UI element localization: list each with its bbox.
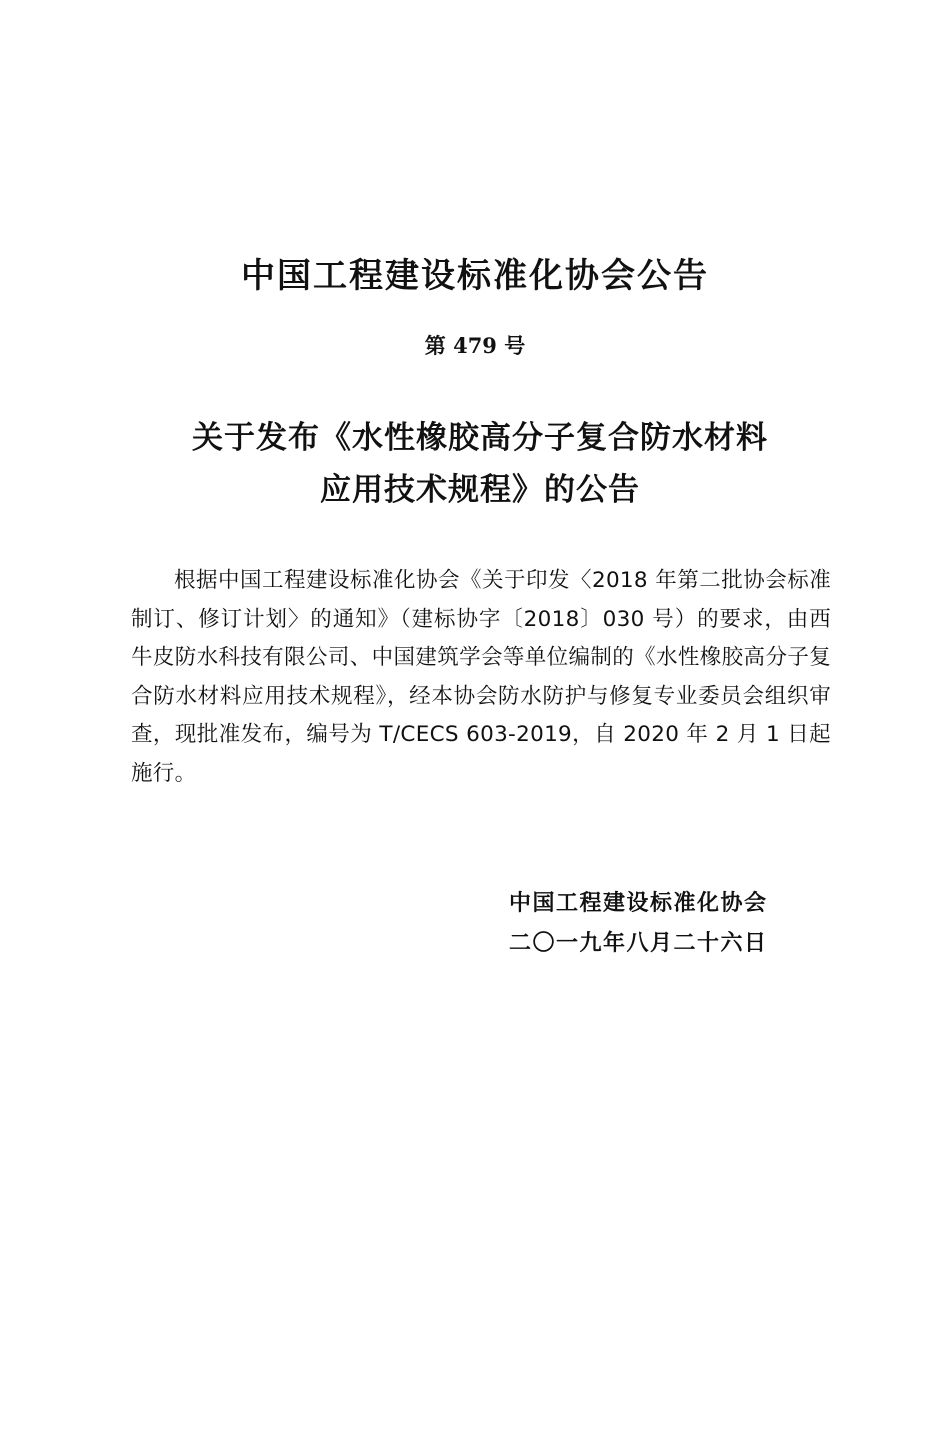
announcement-heading: 中国工程建设标准化协会公告 (241, 256, 709, 296)
subtitle-line-2: 应用技术规程》的公告 (320, 472, 640, 508)
signature-block (509, 884, 768, 964)
subtitle-line-1: 关于发布《水性橡胶高分子复合防水材料 (192, 420, 768, 456)
announcement-subtitle (0, 412, 950, 516)
announcement-number: 第 479 号 (424, 333, 526, 358)
signature-date: 二〇一九年八月二十六日 (509, 931, 768, 956)
announcement-body: 根据中国工程建设标准化协会《关于印发〈2018 年第二批协会标准制订、修订计划〉的通知》（建标协字〔2018〕030 号）的要求，由西牛皮防水科技有限公司、中国建筑学会等单位编制的《水性橡胶高分子复合防水材料应用技术规程》，经本协会防水防护与修复专业委员会组织审查，现批准发布，编号为 T/CECS 603-2019，自 2020 年 2 月 1 日起施行。 (131, 568, 831, 786)
signature-organization: 中国工程建设标准化协会 (509, 891, 768, 916)
